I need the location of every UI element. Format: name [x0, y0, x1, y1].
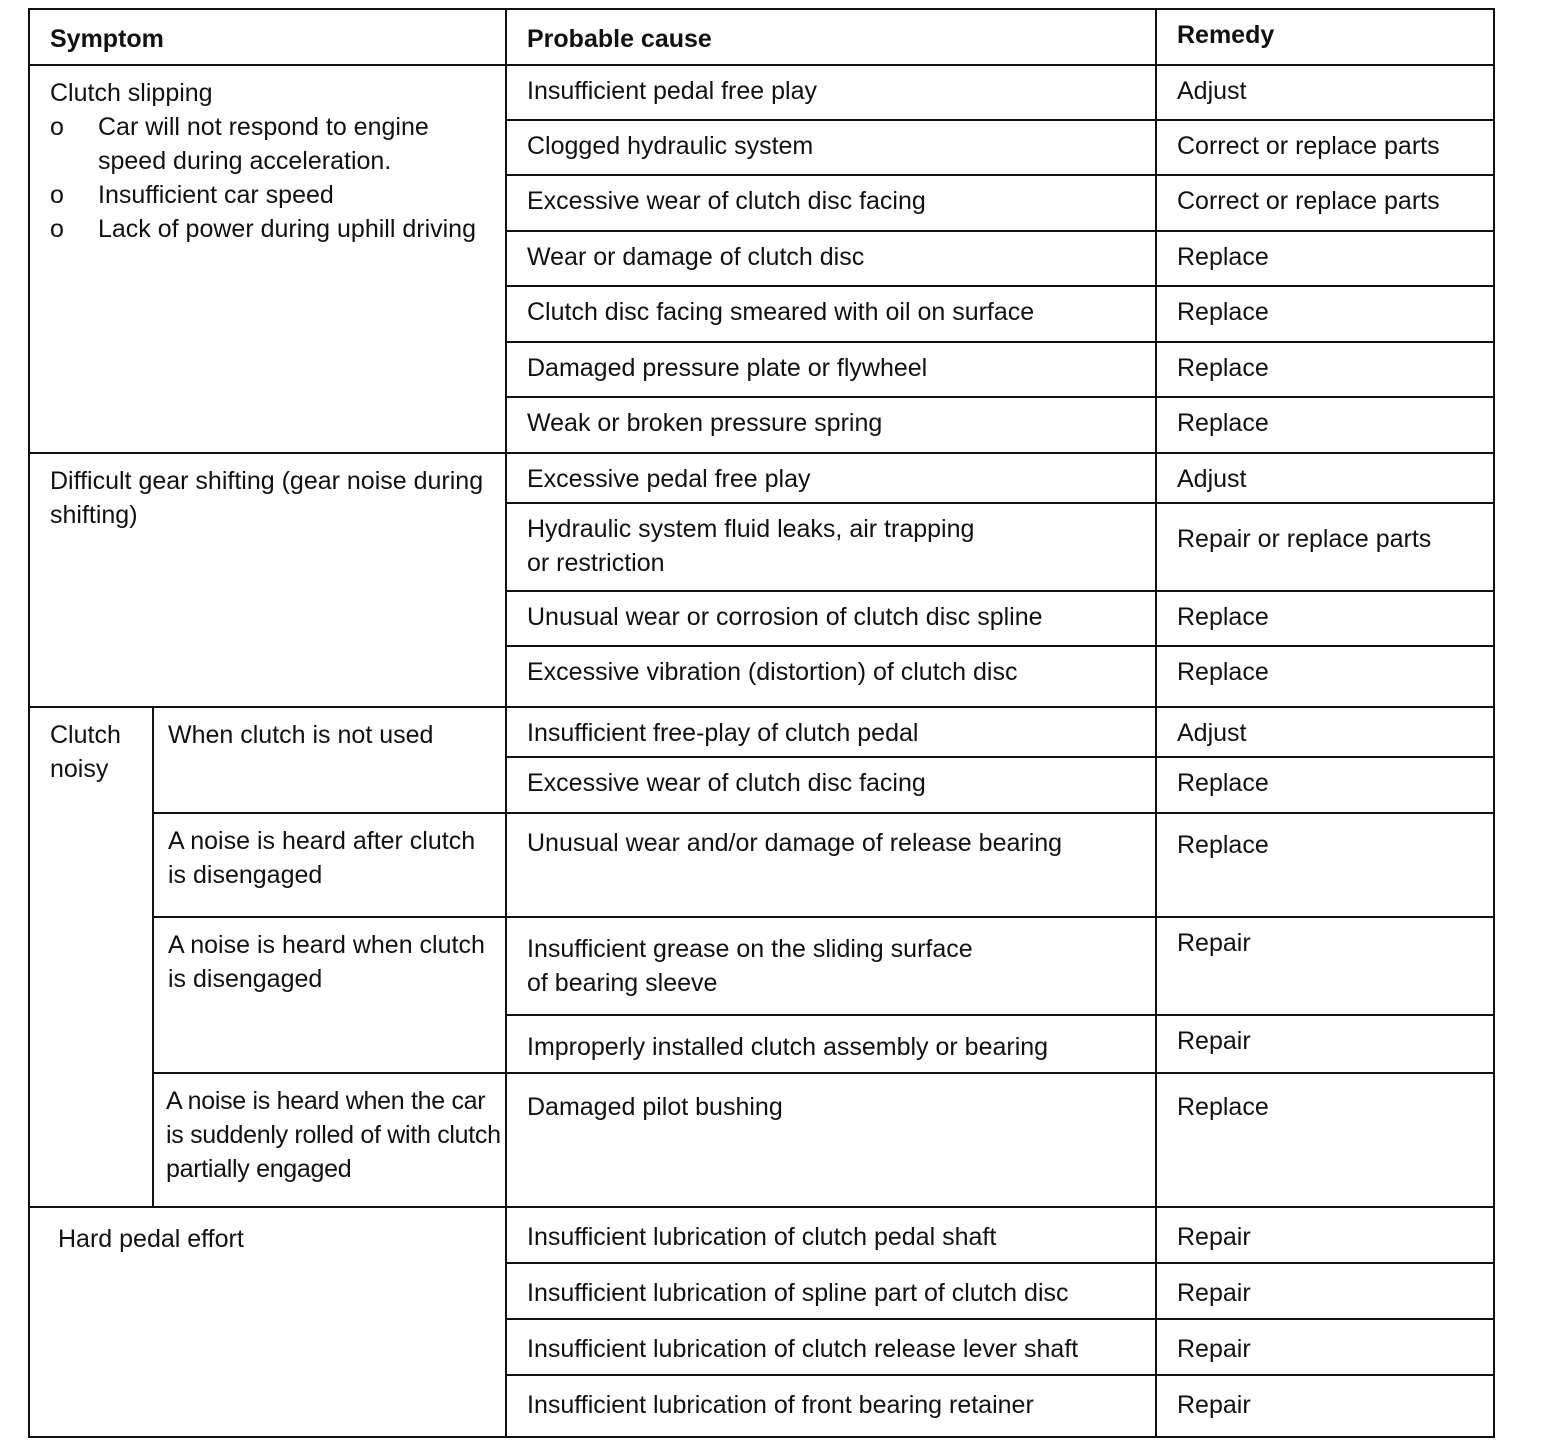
list-item: [50, 178, 497, 212]
cause-cell: [506, 917, 1156, 1015]
cause-line: of bearing sleeve: [527, 969, 718, 997]
header-remedy: Remedy: [1156, 9, 1494, 65]
remedy-cell: Replace: [1156, 1073, 1494, 1207]
cause-cell: Improperly installed clutch assembly or bearing: [506, 1015, 1156, 1073]
cause-line: or restriction: [527, 549, 665, 577]
cause-cell: Insufficient pedal free play: [506, 65, 1156, 120]
remedy-cell: Repair or replace parts: [1156, 503, 1494, 591]
condition-cell: A noise is heard after clutch is disengaged: [153, 813, 506, 917]
remedy-cell: Replace: [1156, 757, 1494, 813]
list-item: [50, 110, 497, 178]
remedy-cell: Correct or replace parts: [1156, 175, 1494, 231]
symptom-difficult-gear-shifting: Difficult gear shifting (gear noise during shifting): [29, 453, 506, 707]
table-row: [29, 707, 1494, 757]
cause-cell: Clogged hydraulic system: [506, 120, 1156, 175]
remedy-cell: Replace: [1156, 286, 1494, 342]
remedy-cell: Replace: [1156, 591, 1494, 646]
cause-cell: Clutch disc facing smeared with oil on surface: [506, 286, 1156, 342]
header-row: [29, 9, 1494, 65]
cause-cell: Unusual wear or corrosion of clutch disc spline: [506, 591, 1156, 646]
cause-line: Hydraulic system fluid leaks, air trapping: [527, 515, 975, 543]
symptom-clutch-slipping: [29, 65, 506, 453]
remedy-cell: Adjust: [1156, 453, 1494, 503]
remedy-cell: Repair: [1156, 1263, 1494, 1319]
header-symptom: Symptom: [29, 9, 506, 65]
cause-cell: Damaged pressure plate or flywheel: [506, 342, 1156, 397]
troubleshooting-table: [28, 8, 1495, 1438]
condition-cell: A noise is heard when clutch is disengaged: [153, 917, 506, 1073]
condition-cell: When clutch is not used: [153, 707, 506, 813]
cause-cell: Excessive wear of clutch disc facing: [506, 175, 1156, 231]
cause-cell: Wear or damage of clutch disc: [506, 231, 1156, 286]
cause-cell: Insufficient lubrication of clutch release lever shaft: [506, 1319, 1156, 1375]
cause-cell: Insufficient lubrication of spline part of clutch disc: [506, 1263, 1156, 1319]
bullet-text: Car will not respond to engine speed during acceleration.: [98, 113, 429, 175]
symptom-title: Clutch slipping: [50, 79, 213, 107]
bullet-icon: o: [50, 113, 64, 141]
cause-cell: Excessive wear of clutch disc facing: [506, 757, 1156, 813]
remedy-cell: Adjust: [1156, 65, 1494, 120]
cause-cell: Excessive vibration (distortion) of clutch disc: [506, 646, 1156, 707]
remedy-cell: Correct or replace parts: [1156, 120, 1494, 175]
remedy-cell: Repair: [1156, 1375, 1494, 1437]
remedy-cell: Replace: [1156, 646, 1494, 707]
remedy-cell: Repair: [1156, 1207, 1494, 1263]
remedy-cell: Adjust: [1156, 707, 1494, 757]
symptom-bullet-list: [50, 110, 497, 246]
cause-cell: Insufficient free-play of clutch pedal: [506, 707, 1156, 757]
symptom-hard-pedal-effort: Hard pedal effort: [29, 1207, 506, 1437]
cause-cell: Insufficient lubrication of clutch pedal shaft: [506, 1207, 1156, 1263]
cause-cell: Weak or broken pressure spring: [506, 397, 1156, 453]
condition-cell: A noise is heard when the car is suddenly rolled of with clutch partially engaged: [153, 1073, 506, 1207]
table-row: [29, 453, 1494, 503]
remedy-cell: Repair: [1156, 1015, 1494, 1073]
remedy-cell: Replace: [1156, 397, 1494, 453]
cause-cell: Unusual wear and/or damage of release bearing: [506, 813, 1156, 917]
bullet-text: Lack of power during uphill driving: [98, 215, 476, 243]
table-row: [29, 1207, 1494, 1263]
table-row: [29, 1073, 1494, 1207]
remedy-cell: Repair: [1156, 917, 1494, 1015]
symptom-clutch-noisy: Clutch noisy: [29, 707, 153, 1207]
remedy-cell: Replace: [1156, 342, 1494, 397]
cause-cell: Insufficient lubrication of front bearing retainer: [506, 1375, 1156, 1437]
remedy-cell: Repair: [1156, 1319, 1494, 1375]
bullet-icon: o: [50, 215, 64, 243]
remedy-cell: Replace: [1156, 231, 1494, 286]
cause-cell: Excessive pedal free play: [506, 453, 1156, 503]
cause-cell: [506, 503, 1156, 591]
remedy-cell: Replace: [1156, 813, 1494, 917]
list-item: [50, 212, 497, 246]
table-row: [29, 917, 1494, 1015]
cause-line: Insufficient grease on the sliding surface: [527, 935, 973, 963]
header-probable-cause: Probable cause: [506, 9, 1156, 65]
table-row: [29, 813, 1494, 917]
bullet-text: Insufficient car speed: [98, 181, 334, 209]
table-row: [29, 65, 1494, 120]
bullet-icon: o: [50, 181, 64, 209]
cause-cell: Damaged pilot bushing: [506, 1073, 1156, 1207]
